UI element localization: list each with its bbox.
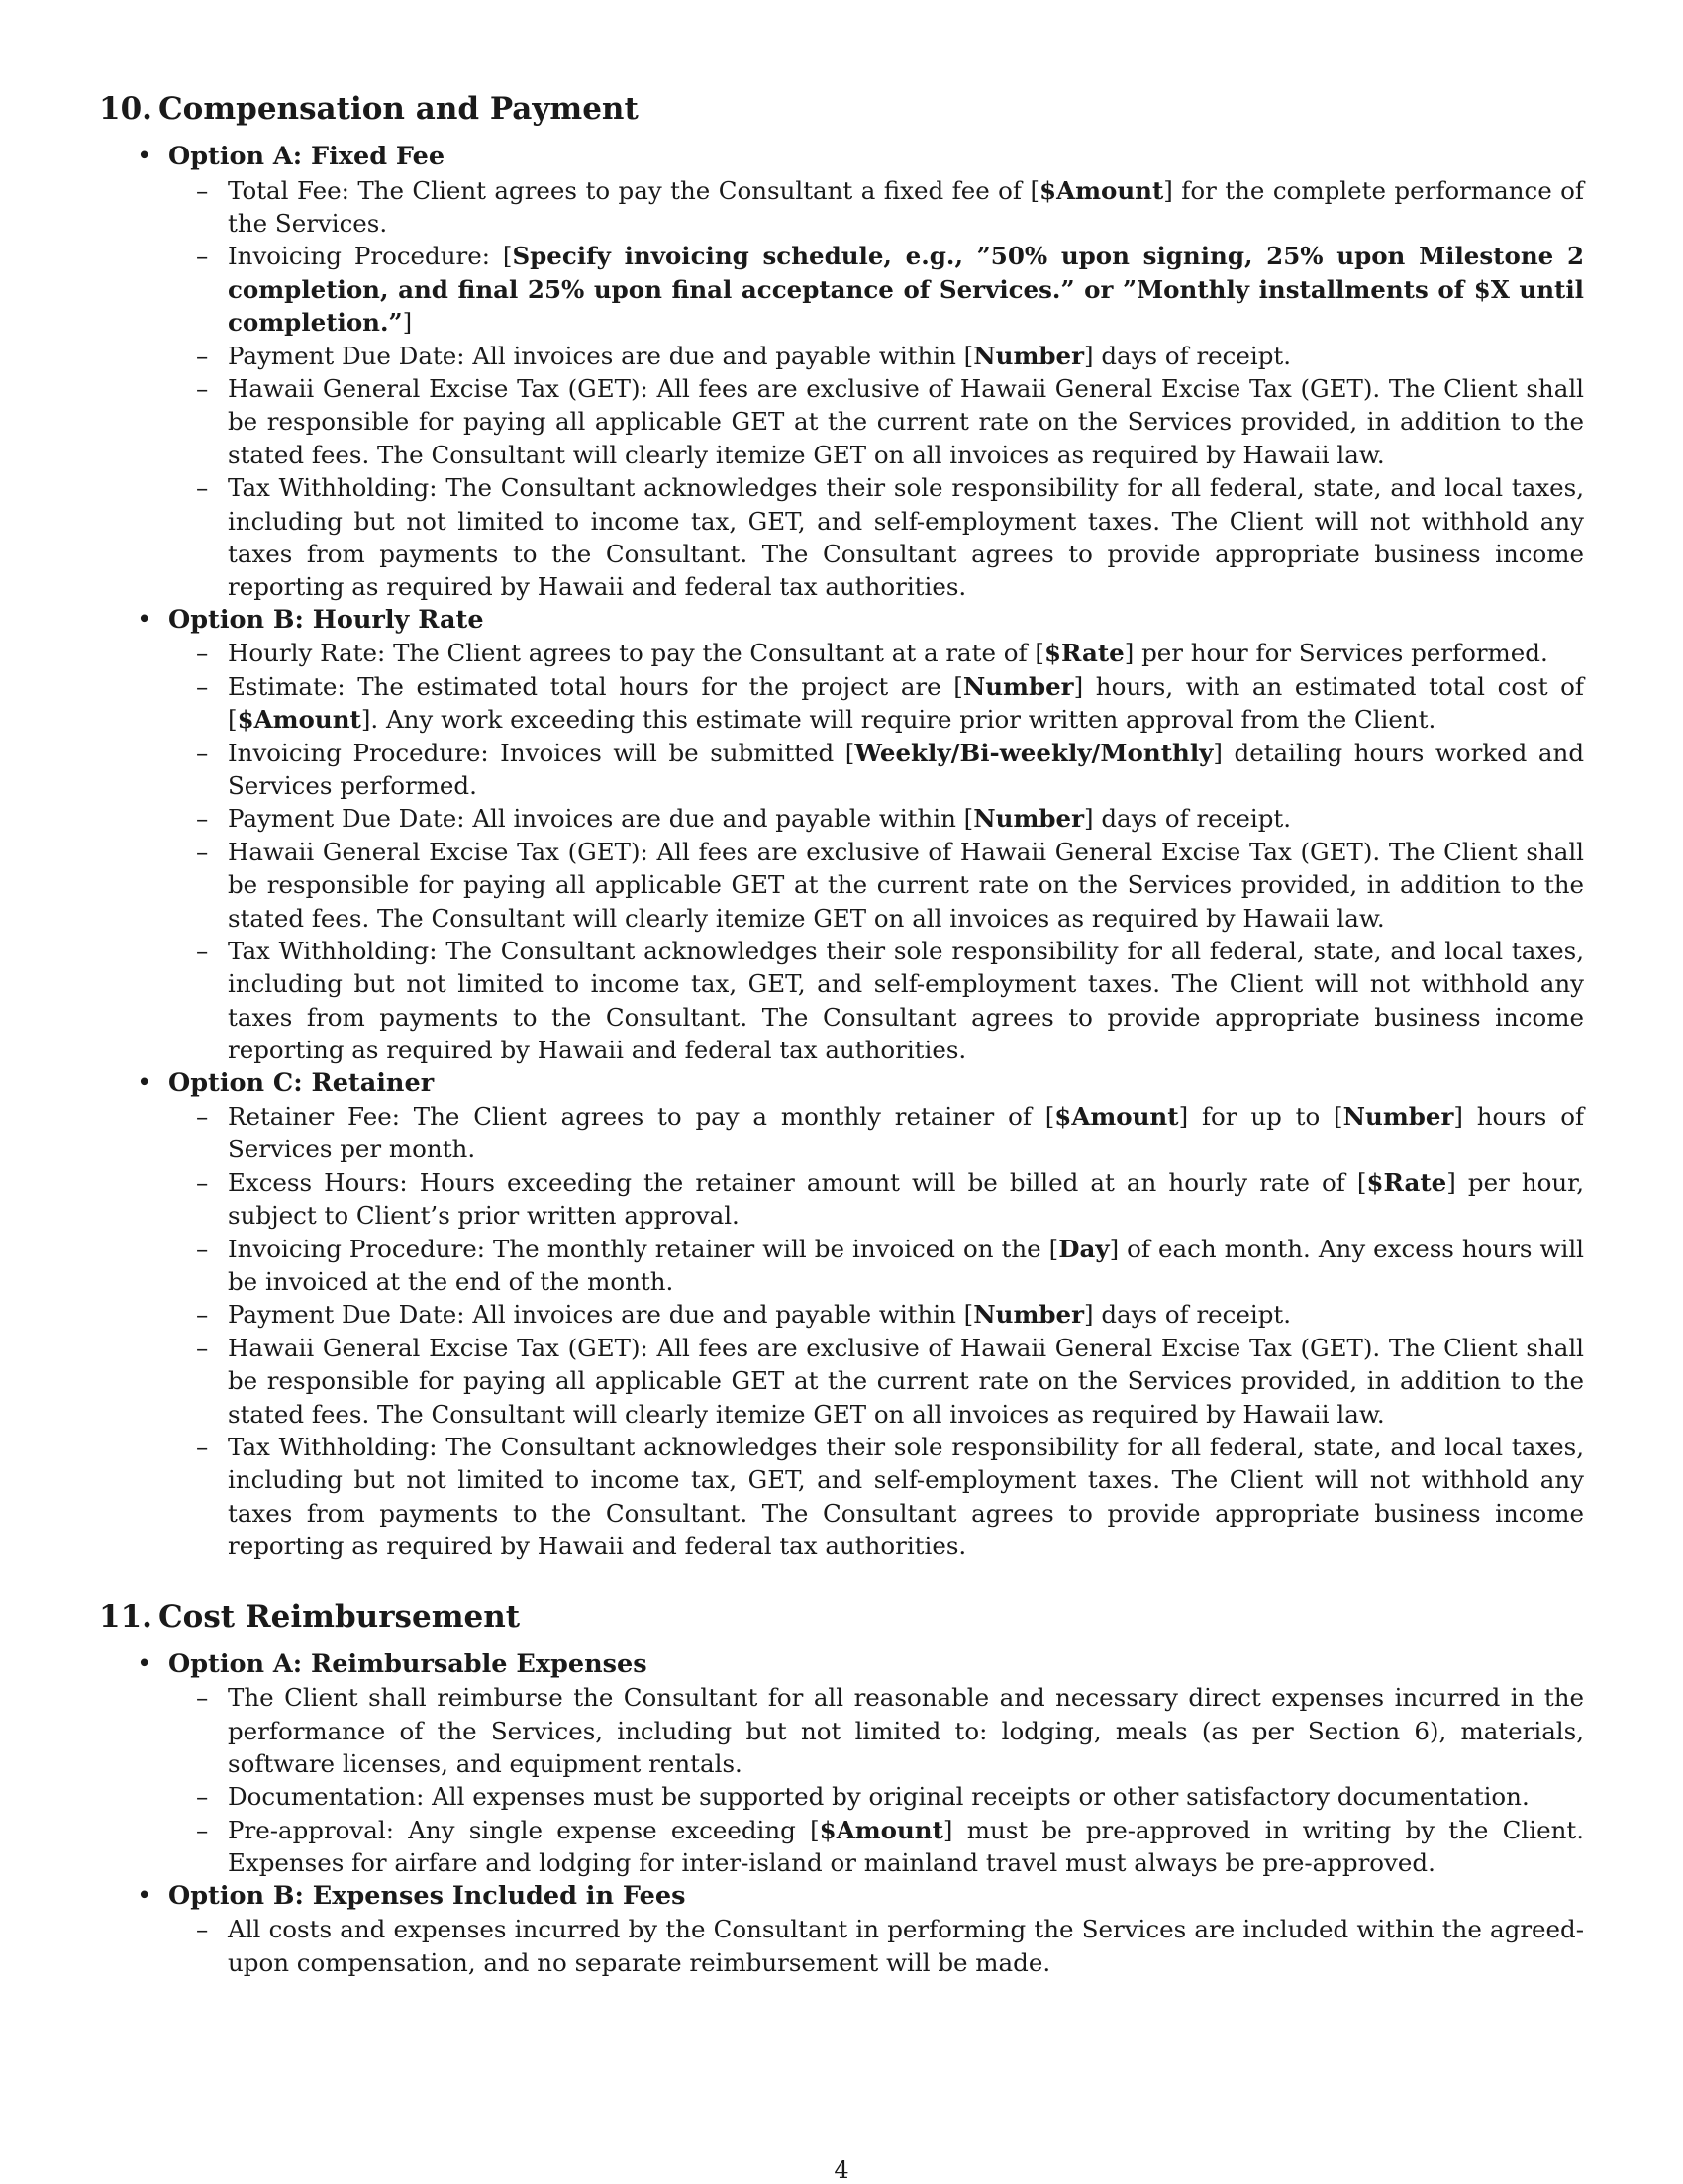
clause-item xyxy=(168,1780,1584,1813)
clause-text: Invoicing Procedure: [ xyxy=(228,242,513,271)
option-item xyxy=(99,1648,1584,1880)
clause-text: Payment Due Date: All invoices are due and payable within [ xyxy=(228,1300,974,1330)
clause-item xyxy=(168,240,1584,339)
clause-text: ]. Any work exceeding this estimate will require prior written approval from the Client. xyxy=(360,705,1436,735)
clause-text: ] hours of Services per month. xyxy=(228,1101,1585,1164)
placeholder-field: Number xyxy=(1342,1101,1454,1131)
clause-item xyxy=(168,471,1584,604)
dash-icon: – xyxy=(196,473,209,503)
dash-icon: – xyxy=(196,1300,209,1330)
option-title: Option A: Fixed Fee xyxy=(168,142,446,172)
placeholder-field: Day xyxy=(1058,1234,1110,1263)
page-number: 4 xyxy=(834,2156,849,2184)
option-list xyxy=(99,1648,1584,1979)
placeholder-field: Number xyxy=(973,804,1085,834)
clause-text: Estimate: The estimated total hours for the project are [ xyxy=(228,671,963,701)
clause-item xyxy=(168,802,1584,835)
clause-text: ] of each month. Any excess hours will be invoiced at the end of the month. xyxy=(228,1234,1584,1296)
section-number: 10. xyxy=(99,91,152,127)
bullet-icon: • xyxy=(137,1067,152,1098)
clause-item xyxy=(168,372,1584,471)
clause-item xyxy=(168,1166,1584,1233)
clause-item xyxy=(168,1814,1584,1880)
clause-text: Excess Hours: Hours exceeding the retainer amount will be billed at an hourly rate of [ xyxy=(228,1167,1367,1197)
option-title: Option C: Retainer xyxy=(168,1067,435,1098)
clause-text: Hawaii General Excise Tax (GET): All fees are exclusive of Hawaii General Excise Tax (GET). The Client shall be responsible for paying all applicable GET at the current rate on the Services provided, in addition to the stated fees. The Consultant will clearly itemize GET on all invoices as required by Hawaii law. xyxy=(228,837,1584,933)
option-item xyxy=(99,1880,1584,1979)
dash-icon: – xyxy=(196,175,209,205)
clause-text: Tax Withholding: The Consultant acknowledges their sole responsibility for all federal, state, and local taxes, including but not limited to income tax, GET, and self-employment taxes. The Client will not withhold any taxes from payments to the Consultant. The Consultant agrees to provide appropriate business income reporting as required by Hawaii and federal tax authorities. xyxy=(228,936,1584,1065)
option-item xyxy=(99,141,1584,604)
dash-icon: – xyxy=(196,1333,209,1362)
clause-item xyxy=(168,670,1584,737)
option-item xyxy=(99,604,1584,1067)
option-list xyxy=(99,141,1584,1562)
placeholder-field: $Amount xyxy=(237,705,361,735)
clause-text: ] days of receipt. xyxy=(1084,341,1292,370)
clause-item xyxy=(168,637,1584,669)
dash-icon: – xyxy=(196,837,209,866)
bullet-icon: • xyxy=(137,1648,152,1679)
clause-text: ] for up to [ xyxy=(1178,1101,1343,1131)
clause-text: ] xyxy=(402,308,413,338)
bullet-icon: • xyxy=(137,604,152,635)
placeholder-field: Specify invoicing schedule, e.g., ”50% upon signing, 25% upon Milestone 2 completion, and final 25% upon final acceptance of Services.” or ”Monthly installments of $X until completion.” xyxy=(228,242,1584,338)
clause-text: Hourly Rate: The Client agrees to pay the Consultant at a rate of [ xyxy=(228,639,1044,668)
clause-item xyxy=(168,1100,1584,1166)
option-title: Option A: Reimbursable Expenses xyxy=(168,1648,647,1679)
clause-item xyxy=(168,1298,1584,1331)
dash-icon: – xyxy=(196,374,209,404)
clause-text: ] days of receipt. xyxy=(1084,804,1292,834)
clause-item xyxy=(168,340,1584,372)
clause-text: All costs and expenses incurred by the Consultant in performing the Services are included within the agreed-upon compensation, and no separate reimbursement will be made. xyxy=(228,1915,1584,1977)
clause-text: Hawaii General Excise Tax (GET): All fees are exclusive of Hawaii General Excise Tax (GET). The Client shall be responsible for paying all applicable GET at the current rate on the Services provided, in addition to the stated fees. The Consultant will clearly itemize GET on all invoices as required by Hawaii law. xyxy=(228,374,1584,469)
section-number: 11. xyxy=(99,1598,152,1635)
placeholder-field: Number xyxy=(973,1300,1085,1330)
clause-text: Retainer Fee: The Client agrees to pay a monthly retainer of [ xyxy=(228,1101,1055,1131)
placeholder-field: $Amount xyxy=(1054,1101,1179,1131)
dash-icon: – xyxy=(196,1167,209,1197)
dash-icon: – xyxy=(196,936,209,965)
clause-text: Invoicing Procedure: The monthly retainer will be invoiced on the [ xyxy=(228,1234,1059,1263)
option-title: Option B: Hourly Rate xyxy=(168,604,484,635)
dash-icon: – xyxy=(196,804,209,834)
option-title: Option B: Expenses Included in Fees xyxy=(168,1880,686,1911)
dash-icon: – xyxy=(196,1915,209,1944)
placeholder-field: $Rate xyxy=(1366,1167,1447,1197)
clause-text: ] must be pre-approved in writing by the Client. Expenses for airfare and lodging for inter-island or mainland travel must always be pre-approved. xyxy=(228,1815,1584,1878)
document-page xyxy=(99,91,1584,1979)
clause-text: Hawaii General Excise Tax (GET): All fees are exclusive of Hawaii General Excise Tax (GET). The Client shall be responsible for paying all applicable GET at the current rate on the Services provided, in addition to the stated fees. The Consultant will clearly itemize GET on all invoices as required by Hawaii law. xyxy=(228,1333,1584,1429)
clause-text: Documentation: All expenses must be supported by original receipts or other satisfactory documentation. xyxy=(228,1782,1530,1812)
clause-text: ] hours, with an estimated total cost of [ xyxy=(228,671,1584,735)
clause-item xyxy=(168,174,1584,241)
clause-list xyxy=(168,174,1584,604)
clause-text: Tax Withholding: The Consultant acknowledges their sole responsibility for all federal, state, and local taxes, including but not limited to income tax, GET, and self-employment taxes. The Client will not withhold any taxes from payments to the Consultant. The Consultant agrees to provide appropriate business income reporting as required by Hawaii and federal tax authorities. xyxy=(228,1433,1584,1561)
clause-text: ] per hour, subject to Client’s prior written approval. xyxy=(228,1167,1584,1231)
clause-text: Pre-approval: Any single expense exceeding [ xyxy=(228,1815,820,1844)
clause-text: Tax Withholding: The Consultant acknowledges their sole responsibility for all federal, state, and local taxes, including but not limited to income tax, GET, and self-employment taxes. The Client will not withhold any taxes from payments to the Consultant. The Consultant agrees to provide appropriate business income reporting as required by Hawaii and federal tax authorities. xyxy=(228,473,1584,602)
clause-item xyxy=(168,737,1584,803)
clause-text: ] per hour for Services performed. xyxy=(1124,639,1548,668)
option-item xyxy=(99,1067,1584,1563)
section-heading xyxy=(99,1599,1584,1636)
placeholder-field: $Amount xyxy=(1040,175,1164,205)
bullet-icon: • xyxy=(137,1880,152,1911)
clause-item xyxy=(168,1681,1584,1780)
section-title: Cost Reimbursement xyxy=(158,1598,521,1635)
clause-item xyxy=(168,1431,1584,1563)
dash-icon: – xyxy=(196,738,209,767)
placeholder-field: Weekly/Bi-weekly/Monthly xyxy=(854,738,1214,767)
clause-item xyxy=(168,836,1584,935)
dash-icon: – xyxy=(196,242,209,271)
clause-list xyxy=(168,1100,1584,1563)
clause-item xyxy=(168,1233,1584,1299)
dash-icon: – xyxy=(196,1101,209,1131)
clause-text: Payment Due Date: All invoices are due and payable within [ xyxy=(228,341,974,370)
dash-icon: – xyxy=(196,1234,209,1263)
placeholder-field: $Rate xyxy=(1043,639,1125,668)
clause-text: Total Fee: The Client agrees to pay the Consultant a fixed fee of [ xyxy=(228,175,1040,205)
dash-icon: – xyxy=(196,1815,209,1844)
dash-icon: – xyxy=(196,639,209,668)
section-heading xyxy=(99,91,1584,128)
dash-icon: – xyxy=(196,1433,209,1462)
clause-text: ] detailing hours worked and Services performed. xyxy=(228,738,1584,800)
clause-item xyxy=(168,1913,1584,1979)
clause-list xyxy=(168,637,1584,1066)
clause-text: The Client shall reimburse the Consultant for all reasonable and necessary direct expenses incurred in the performance of the Services, including but not limited to: lodging, meals (as per Section 6), materials, software licenses, and equipment rentals. xyxy=(228,1683,1584,1779)
dash-icon: – xyxy=(196,671,209,701)
clause-list xyxy=(168,1913,1584,1979)
dash-icon: – xyxy=(196,1782,209,1812)
dash-icon: – xyxy=(196,341,209,370)
bullet-icon: • xyxy=(137,142,152,172)
clause-text: ] for the complete performance of the Services. xyxy=(228,175,1584,238)
placeholder-field: $Amount xyxy=(819,1815,943,1844)
clause-item xyxy=(168,935,1584,1067)
clause-list xyxy=(168,1681,1584,1879)
clause-item xyxy=(168,1332,1584,1431)
dash-icon: – xyxy=(196,1683,209,1713)
clause-text: ] days of receipt. xyxy=(1084,1300,1292,1330)
section-title: Compensation and Payment xyxy=(158,91,639,127)
placeholder-field: Number xyxy=(962,671,1074,701)
clause-text: Payment Due Date: All invoices are due and payable within [ xyxy=(228,804,974,834)
clause-text: Invoicing Procedure: Invoices will be submitted [ xyxy=(228,738,855,767)
placeholder-field: Number xyxy=(973,341,1085,370)
